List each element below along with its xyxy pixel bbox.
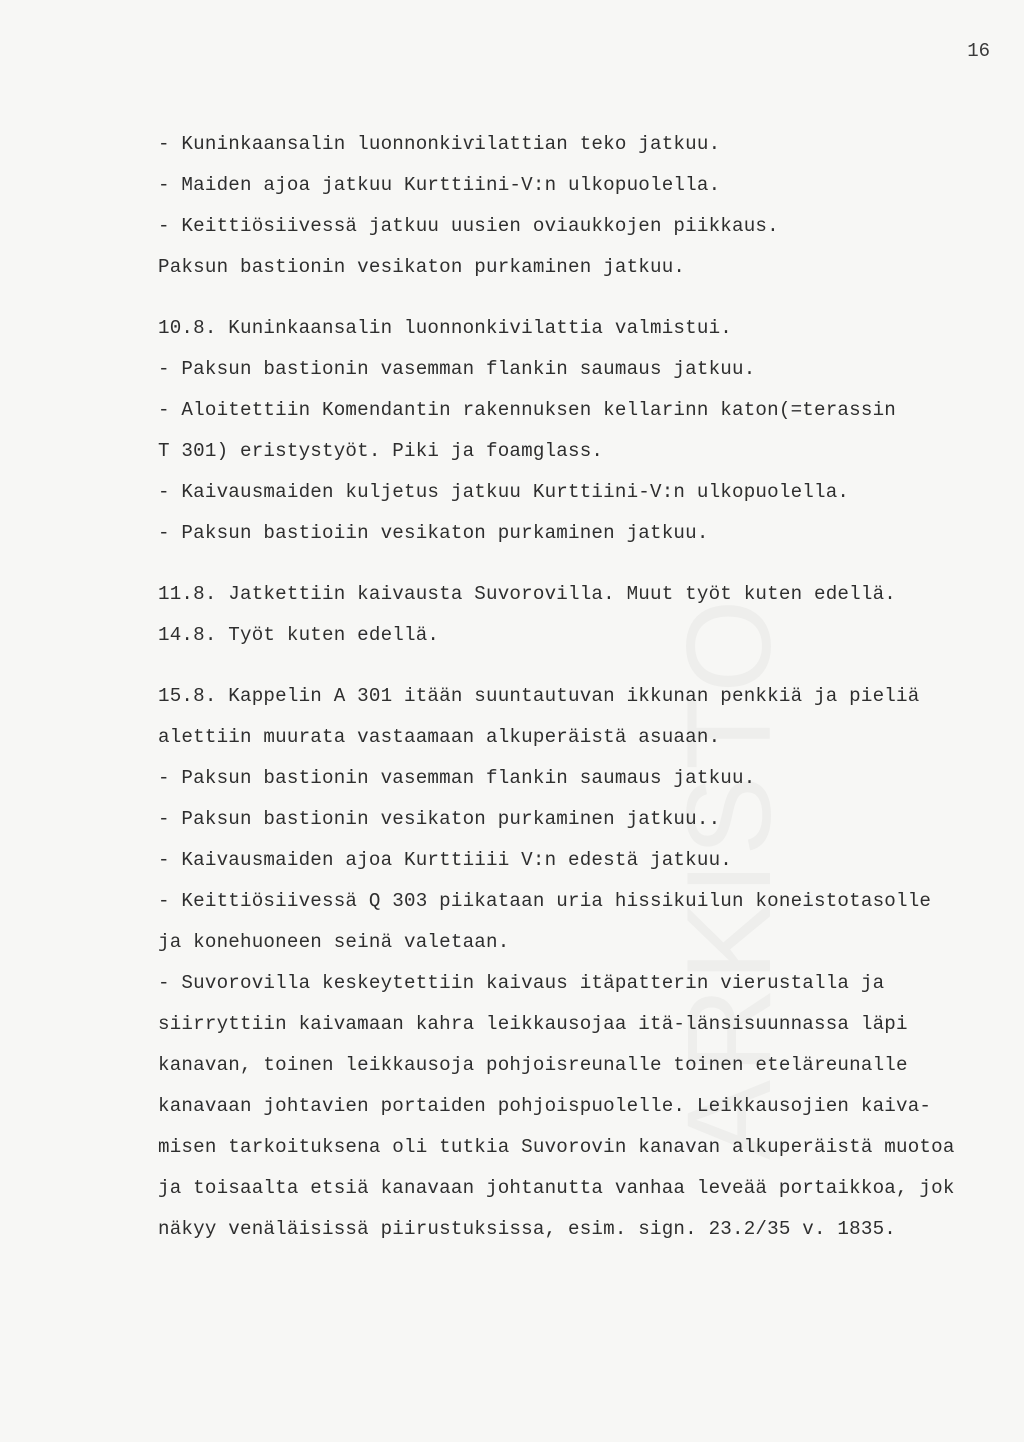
text-line: kanavan, toinen leikkausoja pohjoisreunalle toinen eteläreunalle	[158, 1054, 908, 1076]
text-line: 10.8. Kuninkaansalin luonnonkivilattia valmistui.	[158, 317, 733, 339]
text-line: - Kaivausmaiden kuljetus jatkuu Kurttiini-V:n ulkopuolella.	[158, 481, 850, 503]
text-line: ja konehuoneen seinä valetaan.	[158, 931, 510, 953]
text-line: - Paksun bastionin vesikaton purkaminen jatkuu..	[158, 808, 721, 830]
text-line: - Paksun bastionin vasemman flankin saumaus jatkuu.	[158, 767, 756, 789]
text-line: - Kaivausmaiden ajoa Kurttiiii V:n edestä jatkuu.	[158, 849, 733, 871]
text-line: - Kuninkaansalin luonnonkiѵilattian teko jatkuu.	[158, 133, 721, 155]
paragraph-gap	[158, 288, 1018, 308]
text-line: siirryttiin kaivamaan kahra leikkausojaa itä-länsisuunnassa läpi	[158, 1013, 908, 1035]
text-line: ja toisaalta etsiä kanavaan johtanutta vanhaa leveää portaikkoa, jok	[158, 1177, 955, 1199]
text-line: - Paksun bastionin vasemman flankin saumaus jatkuu.	[158, 358, 756, 380]
text-line: - Aloitettiin Komendantin rakennuksen kellarinn katon(=terassin	[158, 399, 897, 421]
text-line: 15.8. Kappelin A 301 itään suuntautuvan ikkunan penkkiä ja pieliä	[158, 685, 920, 707]
text-line: Paksun bastionin vesikaton purkaminen jatkuu.	[158, 256, 686, 278]
document-body	[158, 124, 1018, 1250]
text-line: misen tarkoituksena oli tutkia Suvorovin kanavan alkuperäistä muotoa	[158, 1136, 955, 1158]
text-line: näkyy venäläisissä piirustuksissa, esim. sign. 23.2/35 v. 1835.	[158, 1218, 897, 1240]
text-line: - Keittiösiivessä Q 303 piikataan uria hissikuilun koneistotasolle	[158, 890, 932, 912]
text-line: - Paksun bastioiin vesikaton purkaminen jatkuu.	[158, 522, 709, 544]
text-line: - Keittiösiivessä jatkuu uusien oviaukkojen piikkaus.	[158, 215, 779, 237]
text-line: kanavaan johtavien portaiden pohjoispuolelle. Leikkausojien kaiva-	[158, 1095, 932, 1117]
text-line: T 301) eristystyöt. Piki ja foamglass.	[158, 440, 604, 462]
paragraph-gap	[158, 554, 1018, 574]
text-line: - Maiden ajoa jatkuu Kurttiini-V:n ulkopuolella.	[158, 174, 721, 196]
text-line: alettiin muurata vastaamaan alkuperäistä asuaan.	[158, 726, 721, 748]
text-line: 11.8. Jatkettiin kaivausta Suvorovilla. Muut työt kuten edellä.	[158, 583, 897, 605]
text-line: 14.8. Työt kuten edellä.	[158, 624, 440, 646]
page-number: 16	[967, 40, 990, 62]
text-line: - Suvorovilla keskeytettiin kaivaus itäpatterin vierustalla ja	[158, 972, 885, 994]
paragraph-gap	[158, 656, 1018, 676]
